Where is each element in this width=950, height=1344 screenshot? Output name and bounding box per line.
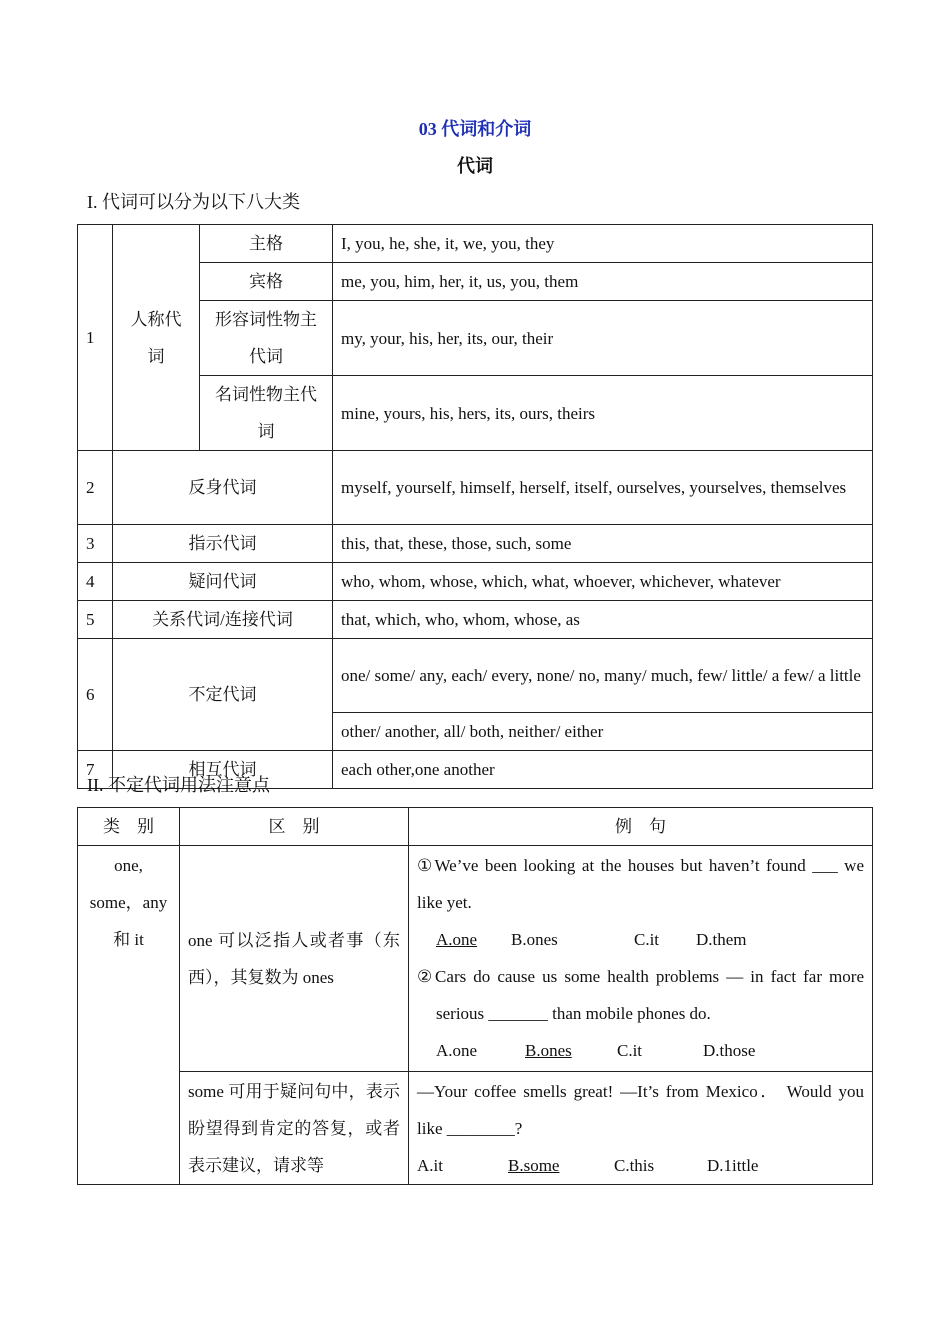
table-row [78,846,873,1072]
table-row [78,225,873,263]
table-row [78,563,873,601]
difference-cell: one 可以泛指人或者事（东西），其复数为 ones [180,846,409,1072]
question-3: —Your coffee smells great! —It’s from Mexico． Would you like ________? [417,1082,864,1138]
pronoun-list-cell: mine, yours, his, hers, its, ours, theirs [333,376,873,451]
example-cell [409,846,873,1072]
row-number: 1 [78,225,113,451]
option-b: B.ones [511,930,558,949]
option-c: C.it [634,930,660,949]
category-cell: 疑问代词 [113,563,333,601]
pronoun-list-cell: this, that, these, those, such, some [333,525,873,563]
option-d: D.those [703,1041,756,1060]
pronoun-list-cell: that, which, who, whom, whose, as [333,601,873,639]
category-cell: 人称代词 [113,225,200,451]
option-c: C.it [617,1041,643,1060]
pronoun-list-cell: who, whom, whose, which, what, whoever, whichever, whatever [333,563,873,601]
pronoun-list-cell: other/ another, all/ both, neither/ either [333,713,873,751]
example-cell [409,1072,873,1185]
option-a: A.one [436,1041,478,1060]
question-2: ②Cars do cause us some health problems — in fact far more serious _______ than mobile phones do. [417,967,864,1023]
pronoun-list-cell: myself, yourself, himself, herself, itself, ourselves, yourselves, themselves [333,451,873,525]
column-header: 例 句 [409,808,873,846]
row-number: 3 [78,525,113,563]
table-header-row [78,808,873,846]
table-row [78,601,873,639]
category-cell: 相互代词 [113,751,333,789]
row-number: 4 [78,563,113,601]
row-number: 6 [78,639,113,751]
pronoun-list-cell: each other,one another [333,751,873,789]
options-1 [417,921,864,958]
option-b: B.ones [525,1041,572,1060]
table-row [78,639,873,713]
document-subtitle: 代词 [457,156,493,176]
case-cell: 主格 [200,225,333,263]
option-b: B.some [508,1156,560,1175]
category-cell: 反身代词 [113,451,333,525]
section-heading-2: II. 不定代词用法注意点 [87,775,270,795]
column-header: 区 别 [180,808,409,846]
row-number: 2 [78,451,113,525]
document-title: 03 代词和介词 [418,119,532,139]
option-d: D.1ittle [707,1156,759,1175]
pronoun-categories-table [77,224,873,789]
table-row [78,451,873,525]
column-header: 类 别 [78,808,180,846]
pronoun-list-cell: one/ some/ any, each/ every, none/ no, many/ much, few/ little/ a few/ a little [333,639,873,713]
options-2 [417,1032,864,1069]
table-row [78,525,873,563]
table-row [78,1072,873,1185]
pronoun-list-cell: me, you, him, her, it, us, you, them [333,263,873,301]
option-c: C.this [614,1156,655,1175]
case-cell: 名词性物主代词 [200,376,333,451]
option-a: A.it [417,1156,443,1175]
option-a: A.one [436,930,478,949]
pronoun-list-cell: I, you, he, she, it, we, you, they [333,225,873,263]
pronoun-list-cell: my, your, his, her, its, our, their [333,301,873,376]
case-cell: 形容词性物主代词 [200,301,333,376]
kind-cell: one, some，any 和 it [78,846,180,1185]
row-number: 7 [78,751,113,789]
indefinite-pronoun-usage-table [77,807,873,1185]
case-cell: 宾格 [200,263,333,301]
option-d: D.them [696,930,747,949]
category-cell: 不定代词 [113,639,333,751]
category-cell: 关系代词/连接代词 [113,601,333,639]
category-cell: 指示代词 [113,525,333,563]
section-heading-1: I. 代词可以分为以下八大类 [87,192,300,212]
row-number: 5 [78,601,113,639]
difference-cell: some 可用于疑问句中，表示盼望得到肯定的答复，或者表示建议，请求等 [180,1072,409,1185]
question-1: ①We’ve been looking at the houses but haven’t found ___ we like yet. [417,856,864,912]
options-3 [417,1147,864,1184]
